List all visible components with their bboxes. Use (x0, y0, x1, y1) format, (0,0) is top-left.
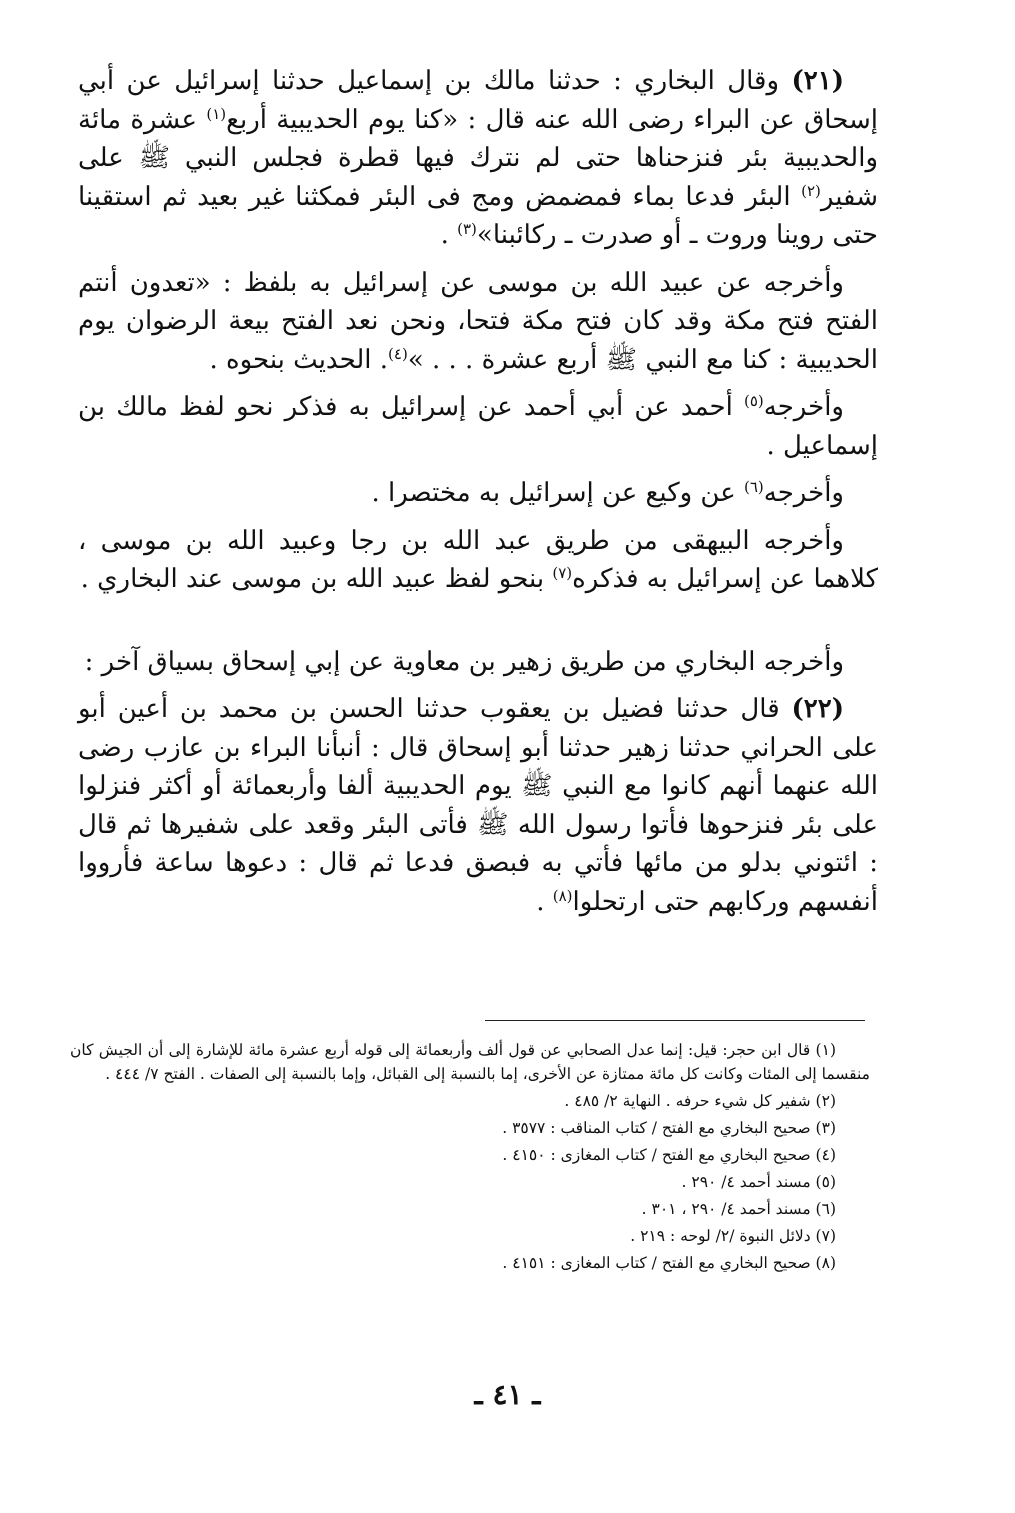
footnote-4: (٤) صحيح البخاري مع الفتح / كتاب المغازى : ٤١٥٠ . (502, 1146, 836, 1164)
footnote-ref: (٣) (457, 220, 477, 238)
footnotes (70, 1038, 870, 1278)
paragraph-text: بنحو لفظ عبيد الله بن موسى عند البخاري . (80, 564, 553, 594)
paragraph-text: قال حدثنا فضيل بن يعقوب حدثنا الحسن بن محمد بن أعين أبو على الحراني حدثنا زهير حدثنا أبو إسحاق قال : أنبأنا البراء بن عازب رضى الله عنهما أنهم كانوا مع النبي ﷺ يوم الحديبية ألفا وأربعمائة أو أكثر فنزلوا على بئر فنزحوها فأتوا رسول الله ﷺ فأتى البئر وقعد على شفيرها ثم قال : ائتوني بدلو من مائها فأتي به فبصق فدعا ثم قال : دعوها ساعة فأرووا أنفسهم وركابهم حتى ارتحلوا (78, 694, 878, 917)
hadith-number: (٢٢) (791, 694, 844, 724)
footnote-3: (٣) صحيح البخاري مع الفتح / كتاب المناقب : ٣٥٧٧ . (502, 1119, 836, 1137)
page-number: ـ ٤١ ـ (474, 1378, 541, 1411)
paragraph-text: عشرة مائة والحديبية بئر فنزحناها حتى لم نترك فيها قطرة فجلس النبي ﷺ على شفير (78, 104, 878, 212)
paragraph-text: البئر فدعا بماء فمضمض ومج فى البئر فمكثنا غير بعيد ثم استقينا حتى روينا وروت ـ أو صدرت ـ ركائبنا» (78, 181, 878, 250)
footnote-ref: (٨) (552, 886, 573, 905)
paragraph-zuhair (78, 643, 878, 682)
paragraph-text: وأخرجه البخاري من طريق زهير بن معاوية عن إبي إسحاق بسياق آخر : (84, 646, 844, 677)
footnote-1: (١) قال ابن حجر: قيل: إنما عدل الصحابي عن قول ألف وأربعمائة إلى قوله أربع عشرة مائة للإشارة إلى أن الجيش كان منقسما إلى المئات وكانت كل مائة ممتازة عن الأخرى، إما بالنسبة إلى القبائل، وإما بالنسبة إلى الصفات . الفتح ٧/ ٤٤٤ . (70, 1041, 870, 1083)
paragraph-text: . (536, 886, 553, 917)
hadith-number: (٢١) (791, 66, 844, 96)
paragraph-text: وأخرجه (763, 392, 844, 422)
paragraph-text: وأخرجه البيهقى من طريق عبد الله بن رجا وعبيد الله بن موسى ، كلاهما عن إسرائيل به فذكره (78, 525, 878, 594)
footnote-6: (٦) مسند أحمد ٤/ ٢٩٠ ، ٣٠١ . (641, 1200, 836, 1218)
footnote-8: (٨) صحيح البخاري مع الفتح / كتاب المغازى : ٤١٥١ . (502, 1254, 836, 1272)
footnote-ref: (٤) (388, 344, 408, 363)
main-text (78, 62, 878, 930)
footnote-2: (٢) شفير كل شيء حرفه . النهاية ٢/ ٤٨٥ . (564, 1092, 836, 1110)
footnote-divider (485, 1020, 865, 1021)
footnote-ref: (١) (206, 104, 227, 123)
paragraph-ubaidullah (78, 264, 878, 380)
paragraph-hadith-22 (78, 690, 878, 921)
paragraph-text: أحمد عن أبي أحمد عن إسرائيل به فذكر نحو لفظ مالك بن إسماعيل . (78, 392, 878, 461)
paragraph-ahmad (78, 388, 878, 465)
paragraph-bayhaqi (78, 522, 878, 599)
footnote-ref: (٧) (552, 564, 573, 582)
paragraph-hadith-21 (78, 62, 878, 255)
paragraph-text: وأخرجه (763, 478, 844, 508)
footnote-ref: (٥) (744, 392, 764, 410)
footnote-ref: (٦) (744, 478, 764, 496)
paragraph-text: . (440, 220, 458, 250)
paragraph-text: عن وكيع عن إسرائيل به مختصرا . (371, 478, 744, 508)
paragraph-waki (78, 474, 878, 513)
footnote-ref: (٢) (801, 181, 821, 200)
paragraph-text: وأخرجه عن عبيد الله بن موسى عن إسرائيل به بلفظ : «تعدون أنتم الفتح فتح مكة وقد كان فتح مكة فتحا، ونحن نعد الفتح بيعة الرضوان يوم الحديبية : كنا مع النبي ﷺ أربع عشرة . . . » (78, 267, 878, 375)
footnote-5: (٥) مسند أحمد ٤/ ٢٩٠ . (681, 1173, 836, 1191)
paragraph-text: وقال البخاري : حدثنا مالك بن إسماعيل حدثنا إسرائيل عن أبي إسحاق عن البراء رضى الله عنه قال : «كنا يوم الحديبية أربع (78, 66, 878, 135)
footnote-7: (٧) دلائل النبوة /٢/ لوحه : ٢١٩ . (630, 1227, 836, 1245)
paragraph-text: . الحديث بنحوه . (209, 344, 389, 375)
